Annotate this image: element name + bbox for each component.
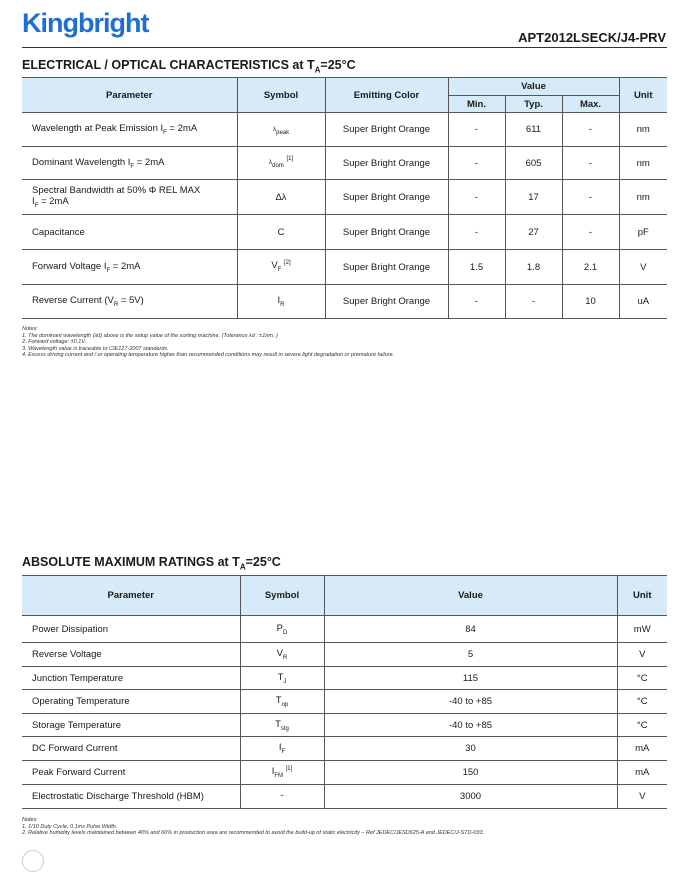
- table-row: Capacitance C Super Bright Orange - 27 - pF: [22, 215, 667, 250]
- col-header-symbol: Symbol: [237, 78, 325, 113]
- col-header-max: Max.: [562, 96, 619, 113]
- col-header-parameter: Parameter: [22, 576, 240, 616]
- table-row: Storage Temperature $T_{stg}$ -40 to +85 °C: [22, 714, 667, 737]
- col-header-unit: Unit: [617, 576, 667, 616]
- table-row: Wavelength at Peak Emission $I_F = 2mA$ $\lambda_{peak}$ Super Bright Orange - 611 - nm: [22, 113, 667, 147]
- table-row: Reverse Current $(V_R = 5V)$ $I_R$ Super Bright Orange - - 10 uA: [22, 285, 667, 319]
- table-row: Power Dissipation $P_D$ 84 mW: [22, 616, 667, 643]
- col-header-symbol: Symbol: [240, 576, 324, 616]
- table-row: Operating Temperature $T_{op}$ -40 to +85 °C: [22, 690, 667, 714]
- table-row: Reverse Voltage $V_R$ 5 V: [22, 643, 667, 667]
- table-row: Dominant Wavelength $I_F = 2mA$ $\lambda_{dom}$ [1] Super Bright Orange - 605 - nm: [22, 147, 667, 180]
- amr-table: [22, 575, 667, 809]
- decorative-circle: [22, 850, 44, 872]
- brand-logo: Kingbright: [22, 8, 149, 38]
- table-row: Forward Voltage $I_F = 2mA$ $V_F$ [2] Super Bright Orange 1.5 1.8 2.1 V: [22, 250, 667, 285]
- eo-table: [22, 77, 667, 319]
- eo-section-title: ELECTRICAL / OPTICAL CHARACTERISTICS at $T_A=25^\circ C$: [22, 58, 356, 75]
- col-header-typ: Typ.: [505, 96, 562, 113]
- header-divider: [22, 47, 667, 48]
- table-row: Spectral Bandwidth at 50% Φ REL MAX $I_F = 2mA$ Δλ Super Bright Orange - 17 - nm: [22, 180, 667, 215]
- table-row: Electrostatic Discharge Threshold (HBM) - 3000 V: [22, 785, 667, 809]
- part-number: APT2012LSECK/J4-PRV: [518, 30, 666, 45]
- amr-section-title: ABSOLUTE MAXIMUM RATINGS at $T_A=25^\circ C$: [22, 555, 281, 572]
- amr-notes: Notes: 1. 1/10 Duty Cycle, 0.1ms Pulse Width. 2. Relative humidity levels maintained between 40% and 60% in production area are recommended to avoid the build-up of static electricity – Ref JEDEC/JESD625-A and JEDEC/J-STD-033.: [22, 817, 485, 836]
- col-header-unit: Unit: [619, 78, 667, 113]
- eo-notes: Notes: 1. The dominant wavelength (λd) above is the setup value of the sorting machine. (Tolerance λd : ±1nm. ) 2. Forward voltage: ±0.1V. 3. Wavelength value is traceable to CIE127-2007 standards. 4. Excess driving current and / or operating temperature higher than recommended conditions may result in severe light degradation or premature failure.: [22, 326, 395, 358]
- col-header-parameter: Parameter: [22, 78, 237, 113]
- table-row: Junction Temperature $T_J$ 115 °C: [22, 667, 667, 690]
- table-row: Peak Forward Current $I_{FM}$ [1] 150 mA: [22, 761, 667, 785]
- col-header-value: Value: [324, 576, 617, 616]
- col-header-min: Min.: [448, 96, 505, 113]
- col-header-value: Value: [448, 78, 619, 96]
- table-row: DC Forward Current $I_F$ 30 mA: [22, 737, 667, 761]
- col-header-emitting-color: Emitting Color: [325, 78, 448, 113]
